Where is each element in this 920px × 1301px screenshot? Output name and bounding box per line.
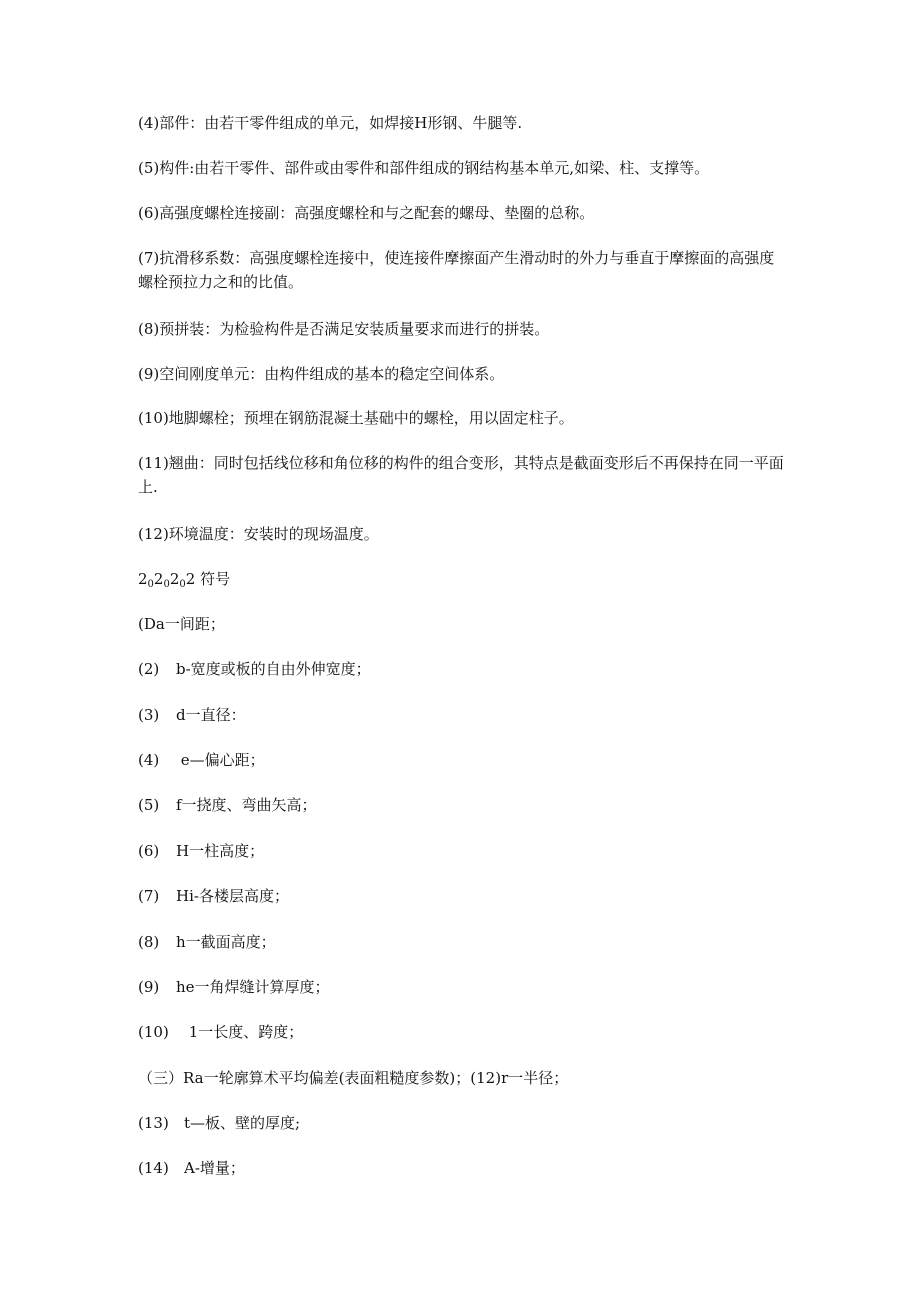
symbol-item: (3) d一直径： <box>138 706 246 724</box>
symbol-item: (4) e—偏心距； <box>138 751 265 769</box>
definition-item: (10)地脚螺栓；预埋在钢筋混凝土基础中的螺栓，用以固定柱子。 <box>138 409 574 427</box>
definition-item: (12)环境温度：安装时的现场温度。 <box>138 525 379 543</box>
symbol-item: (10) 1一长度、跨度； <box>138 1023 304 1041</box>
section-heading: $2_02_02_02$ 符号 <box>138 570 231 590</box>
symbol-item: (9) he一角焊缝计算厚度； <box>138 978 330 996</box>
symbol-item: (13) t—板、壁的厚度; <box>138 1114 301 1132</box>
definition-item: (6)高强度螺栓连接副：高强度螺栓和与之配套的螺母、垫圈的总称。 <box>138 204 595 222</box>
definition-item: (8)预拼装：为检验构件是否满足安装质量要求而进行的拼装。 <box>138 320 550 338</box>
definition-item: (11)翘曲：同时包括线位移和角位移的构件的组合变形，其特点是截面变形后不再保持在同一平面上. <box>138 454 784 496</box>
symbol-item: (7) Hi-各楼层高度； <box>138 887 289 905</box>
symbol-item: (6) H一柱高度； <box>138 842 265 860</box>
symbol-item: （三）Ra一轮廓算术平均偏差(表面粗糙度参数)；(12)r一半径； <box>138 1069 569 1087</box>
symbol-item: (14) A-增量； <box>138 1159 245 1177</box>
symbol-item: (5) f一挠度、弯曲矢高； <box>138 796 317 814</box>
definition-item: (9)空间刚度单元：由构件组成的基本的稳定空间体系。 <box>138 365 505 383</box>
definition-item: (7)抗滑移系数：高强度螺栓连接中，使连接件摩擦面产生滑动时的外力与垂直于摩擦面的高强度螺栓预拉力之和的比值。 <box>138 249 775 291</box>
definition-item: (5)构件:由若干零件、部件或由零件和部件组成的钢结构基本单元,如梁、柱、支撑等。 <box>138 159 710 177</box>
symbol-item: (Da一间距； <box>138 615 225 633</box>
symbol-item: (2) b-宽度或板的自由外伸宽度； <box>138 660 371 678</box>
symbol-item: (8) h一截面高度； <box>138 933 276 951</box>
definition-item: (4)部件：由若干零件组成的单元，如焊接H形钢、牛腿等. <box>138 114 523 132</box>
